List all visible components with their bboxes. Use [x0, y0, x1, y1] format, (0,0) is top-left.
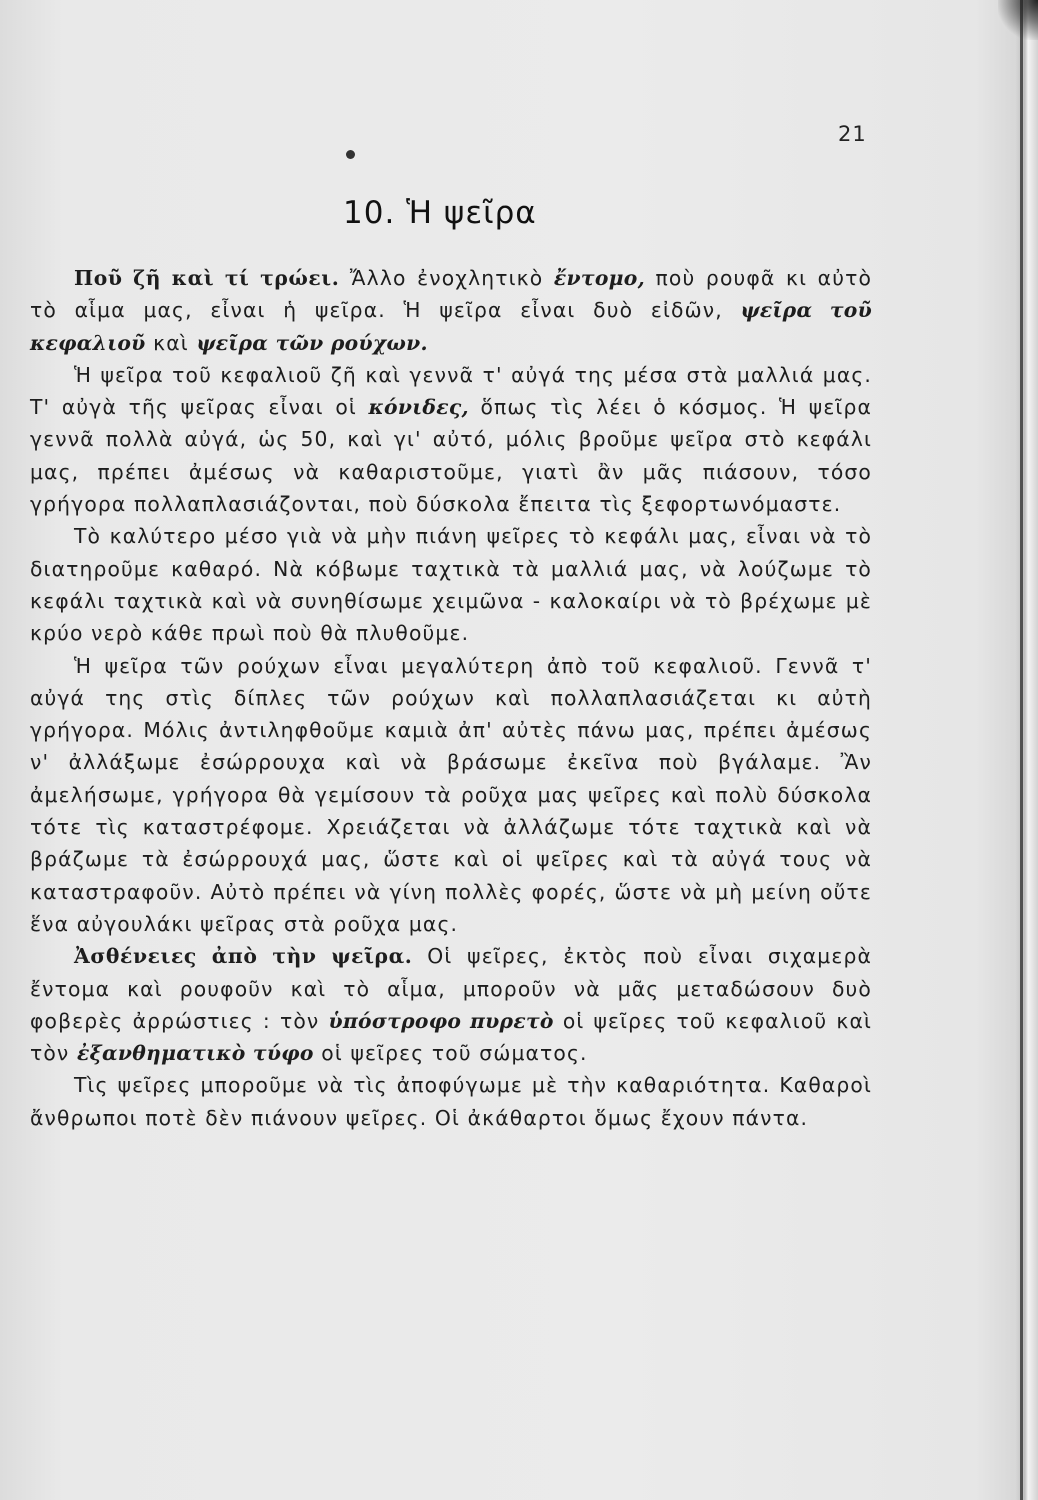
- page-number: 21: [838, 122, 867, 146]
- corner-shadow: [998, 0, 1038, 40]
- keyword-term: ἔντομο,: [553, 266, 645, 290]
- keyword-term: ψεῖρα τοῦ κεφαλιοῦ: [30, 298, 872, 355]
- text-run: καὶ: [145, 330, 197, 355]
- body-text: [30, 262, 872, 1134]
- paragraph-4: [30, 650, 872, 941]
- keyword-term: κόνιδες,: [368, 395, 469, 420]
- paragraph-5: [30, 940, 872, 1069]
- text-run: Ἡ ψεῖρα τοῦ κεφαλιοῦ ζῆ καὶ γεννᾶ τ' αὐγά της μέσα στὰ μαλλιά μας. Τ' αὐγὰ τῆς ψεῖρας εἶναι οἱ: [30, 362, 872, 420]
- text-run: Ἡ ψεῖρα τῶν ρούχων εἶναι μεγαλύτερη ἀπὸ τοῦ κεφαλιοῦ. Γεννᾶ τ' αὐγά της στὶς δίπλες τῶν ρούχων καὶ πολλαπλασιάζεται κι αὐτὴ γρήγορα. Μόλις ἀντιληφθοῦμε καμιὰ ἀπ' αὐτὲς πάνω μας, πρέπει ἀμέσως ν' ἀλλάξωμε ἐσώρρουχα καὶ νὰ βράσωμε ἐκεῖνα ποὺ βγάλαμε. Ἂν ἀμελήσωμε, γρήγορα θὰ γεμίσουν τὰ ροῦχα μας ψεῖρες καὶ πολὺ δύσκολα τότε τὶς καταστρέφομε. Χρειάζεται νὰ ἀλλάζωμε τότε ταχτικὰ καὶ νὰ βράζωμε τὰ ἐσώρρουχά μας, ὥστε καὶ οἱ ψεῖρες καὶ τὰ αὐγά τους νὰ καταστραφοῦν. Αὐτὸ πρέπει νὰ γίνη πολλὲς φορές, ὥστε νὰ μὴ μείνη οὔτε ἕνα αὐγουλάκι ψεῖρας στὰ ροῦχα μας.: [30, 653, 872, 936]
- text-run: Τὸ καλύτερο μέσο γιὰ νὰ μὴν πιάνη ψεῖρες τὸ κεφάλι μας, εἶναι νὰ τὸ διατηροῦμε καθαρό. Νὰ κόβωμε ταχτικὰ τὰ μαλλιά μας, νὰ λούζωμε τὸ κεφάλι ταχτικὰ καὶ νὰ συνηθίσωμε χειμῶνα - καλοκαίρι νὰ τὸ βρέχωμε μὲ κρύο νερὸ κάθε πρωὶ ποὺ θὰ πλυθοῦμε.: [30, 524, 872, 646]
- text-run: οἱ ψεῖρες τοῦ κεφαλιοῦ καὶ τὸν: [30, 1008, 872, 1066]
- paragraph-heading: Ἀσθένειες ἀπὸ τὴν ψεῖρα.: [74, 944, 413, 969]
- keyword-term: ἐξανθηματικὸ τύφο: [77, 1041, 314, 1066]
- paragraph-2: [30, 359, 872, 520]
- section-title: 10. Ἡ ψεῖρα: [343, 195, 537, 231]
- text-run: Οἱ ψεῖρες, ἐκτὸς ποὺ εἶναι σιχαμερὰ ἔντομα καὶ ρουφοῦν καὶ τὸ αἷμα, μποροῦν νὰ μᾶς μεταδώσουν δυὸ φοβερὲς ἀρρώστιες : τὸν: [30, 944, 873, 1033]
- paragraph-3: [30, 520, 872, 649]
- paragraph-1: [30, 262, 872, 359]
- keyword-term: ψεῖρα τῶν ρούχων.: [196, 330, 428, 355]
- paragraph-6: [30, 1069, 872, 1134]
- text-run: ποὺ ρουφᾶ κι αὐτὸ τὸ αἷμα μας, εἶναι ἡ ψεῖρα. Ἡ ψεῖρα εἶναι δυὸ εἰδῶν,: [30, 266, 872, 323]
- keyword-term: ὑπόστροφο πυρετὸ: [328, 1008, 554, 1033]
- ink-dot-mark: [346, 150, 355, 159]
- text-run: Τὶς ψεῖρες μποροῦμε νὰ τὶς ἀποφύγωμε μὲ τὴν καθαριότητα. Καθαροὶ ἄνθρωποι ποτὲ δὲν πιάνουν ψεῖρες. Οἱ ἀκάθαρτοι ὅμως ἔχουν πάντα.: [30, 1073, 872, 1130]
- text-run: ὅπως τὶς λέει ὁ κόσμος. Ἡ ψεῖρα γεννᾶ πολλὰ αὐγά, ὡς 50, καὶ γι' αὐτό, μόλις βροῦμε ψεῖρα στὸ κεφάλι μας, πρέπει ἀμέσως νὰ καθαριστοῦμε, γιατὶ ἂν μᾶς πιάσουν, τόσο γρήγορα πολλαπλασιάζονται, ποὺ δύσκολα ἔπειτα τὶς ξεφορτωνόμαστε.: [30, 395, 872, 517]
- paragraph-heading: Ποῦ ζῆ καὶ τί τρώει.: [74, 266, 340, 290]
- page-binding-edge: [1016, 0, 1038, 1500]
- text-run: Ἄλλο ἐνοχλητικὸ: [339, 266, 554, 290]
- text-run: οἱ ψεῖρες τοῦ σώματος.: [313, 1041, 588, 1066]
